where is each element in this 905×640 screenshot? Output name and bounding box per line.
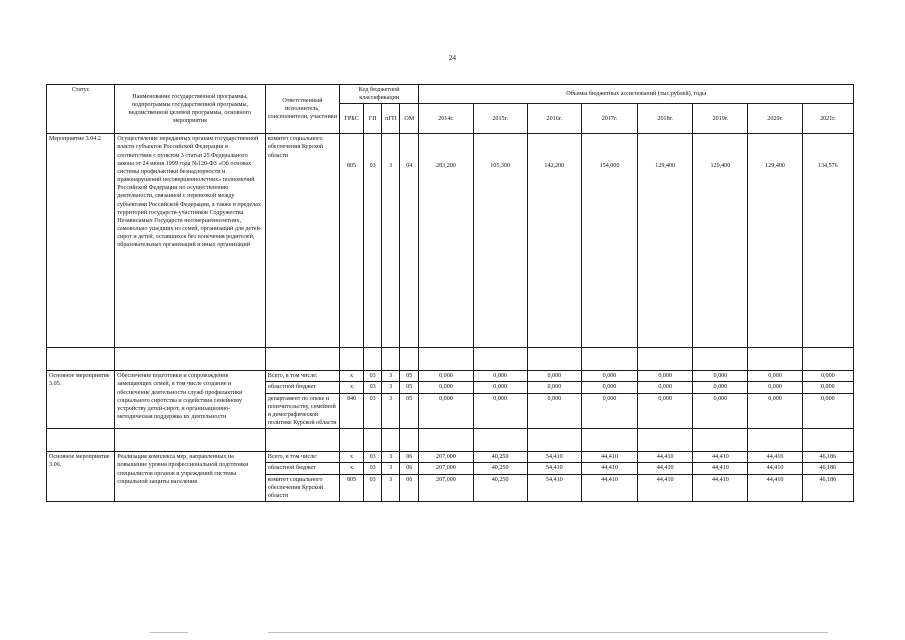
value-cell: 0,000 xyxy=(419,382,473,393)
value-cell: 0,000 xyxy=(581,393,637,429)
code-om: 04 xyxy=(400,134,419,348)
value-cell: 44,410 xyxy=(581,474,637,501)
value-cell: 0,000 xyxy=(527,371,581,382)
value-cell: 46,186 xyxy=(802,474,853,501)
value-cell: 0,000 xyxy=(802,371,853,382)
value-cell: 129,400 xyxy=(638,134,693,348)
value-cell: 46,186 xyxy=(802,452,853,463)
code-om: 06 xyxy=(400,463,419,474)
row-responsible: Всего, в том числе: xyxy=(265,371,339,382)
row-responsible: Всего, в том числе: xyxy=(265,452,339,463)
row-responsible: комитет социального обеспечения Курской области xyxy=(265,474,339,501)
code-gp: 03 xyxy=(364,393,382,429)
scan-artifact-line xyxy=(150,632,188,633)
header-row-1 xyxy=(47,85,854,104)
row-name: Реализация комплекса мер, направленных на повышение уровня профессиональной подготовки специалистов органов и учреждений системы социальной защиты населения xyxy=(115,452,266,502)
table-row xyxy=(47,371,854,382)
value-cell: 142,200 xyxy=(527,134,581,348)
spacer-row xyxy=(47,348,854,371)
code-om: 06 xyxy=(400,474,419,501)
value-cell: 44,410 xyxy=(638,463,693,474)
code-om: 05 xyxy=(400,371,419,382)
value-cell: 0,000 xyxy=(802,382,853,393)
scan-artifact-line xyxy=(268,632,828,633)
value-cell: 0,000 xyxy=(473,371,527,382)
value-cell: 44,410 xyxy=(748,463,802,474)
value-cell: 44,410 xyxy=(693,474,748,501)
value-cell: 0,000 xyxy=(473,393,527,429)
header-name: Наименование государственной программы, подпрограммы государственной программы, ведомственной целевой программы, основного мероприятия xyxy=(115,85,266,134)
value-cell: 44,410 xyxy=(638,474,693,501)
header-om: ОМ xyxy=(400,104,419,134)
header-year: 2021г. xyxy=(802,104,853,134)
header-status: Статус xyxy=(47,85,115,134)
value-cell: 0,000 xyxy=(693,393,748,429)
row-responsible: комитет социального обеспечения Курской области xyxy=(265,134,339,348)
value-cell: 40,250 xyxy=(473,452,527,463)
header-budget-code: Код бюджетной классификации xyxy=(340,85,419,104)
value-cell: 0,000 xyxy=(527,393,581,429)
code-gp: 03 xyxy=(364,382,382,393)
value-cell: 0,000 xyxy=(419,393,473,429)
value-cell: 44,410 xyxy=(748,474,802,501)
code-grbs: х xyxy=(340,371,364,382)
header-year: 2016г. xyxy=(527,104,581,134)
value-cell: 154,000 xyxy=(581,134,637,348)
code-gp: 03 xyxy=(364,134,382,348)
row-responsible: департамент по опеке и попечительству, семейной и демографической политике Курской области xyxy=(265,393,339,429)
header-year: 2015г. xyxy=(473,104,527,134)
value-cell: 0,000 xyxy=(748,393,802,429)
code-gp: 03 xyxy=(364,371,382,382)
value-cell: 129,400 xyxy=(693,134,748,348)
code-gp: 03 xyxy=(364,474,382,501)
header-year: 2017г. xyxy=(581,104,637,134)
value-cell: 129,400 xyxy=(748,134,802,348)
value-cell: 0,000 xyxy=(581,382,637,393)
value-cell: 0,000 xyxy=(693,371,748,382)
spacer-row xyxy=(47,429,854,452)
budget-table xyxy=(46,84,854,502)
value-cell: 40,250 xyxy=(473,463,527,474)
code-pgp: 3 xyxy=(382,371,400,382)
value-cell: 207,000 xyxy=(419,474,473,501)
value-cell: 207,000 xyxy=(419,452,473,463)
value-cell: 44,410 xyxy=(581,463,637,474)
row-status: Основное мероприятие 3.05. xyxy=(47,371,115,429)
row-status: Мероприятие 3.04.2 xyxy=(47,134,115,348)
header-year: 2014г. xyxy=(419,104,473,134)
code-grbs: х xyxy=(340,452,364,463)
value-cell: 54,410 xyxy=(527,463,581,474)
value-cell: 0,000 xyxy=(638,382,693,393)
code-pgp: 3 xyxy=(382,463,400,474)
page-number: 24 xyxy=(449,54,456,62)
value-cell: 207,000 xyxy=(419,463,473,474)
value-cell: 44,410 xyxy=(693,463,748,474)
value-cell: 0,000 xyxy=(693,382,748,393)
header-pgp: пГП xyxy=(382,104,400,134)
value-cell: 0,000 xyxy=(527,382,581,393)
code-om: 06 xyxy=(400,452,419,463)
value-cell: 0,000 xyxy=(638,371,693,382)
header-responsible: Ответственный исполнитель, соисполнители, участники xyxy=(265,85,339,134)
value-cell: 44,410 xyxy=(638,452,693,463)
value-cell: 0,000 xyxy=(473,382,527,393)
code-pgp: 3 xyxy=(382,134,400,348)
code-gp: 03 xyxy=(364,463,382,474)
code-pgp: 3 xyxy=(382,393,400,429)
code-grbs: х xyxy=(340,382,364,393)
value-cell: 134,576 xyxy=(802,134,853,348)
header-year: 2018г. xyxy=(638,104,693,134)
code-pgp: 3 xyxy=(382,382,400,393)
code-om: 05 xyxy=(400,393,419,429)
row-name: Обеспечение подготовки и сопровождения замещающих семей, в том числе создание и обеспечение деятельности служб профилактики социального сиротства и содействия семейному устройству детей-сирот, и организационно-методическая поддержка их деятельности xyxy=(115,371,266,429)
header-gp: ГП xyxy=(364,104,382,134)
code-pgp: 3 xyxy=(382,474,400,501)
row-status: Основное мероприятие 3.06. xyxy=(47,452,115,502)
value-cell: 283,200 xyxy=(419,134,473,348)
value-cell: 0,000 xyxy=(638,393,693,429)
value-cell: 46,186 xyxy=(802,463,853,474)
value-cell: 54,410 xyxy=(527,474,581,501)
code-grbs: 805 xyxy=(340,474,364,501)
table-row xyxy=(47,134,854,348)
header-year: 2019г. xyxy=(693,104,748,134)
code-pgp: 3 xyxy=(382,452,400,463)
header-grbs: ГРБС xyxy=(340,104,364,134)
value-cell: 0,000 xyxy=(581,371,637,382)
row-responsible: областной бюджет xyxy=(265,463,339,474)
value-cell: 0,000 xyxy=(802,393,853,429)
code-gp: 03 xyxy=(364,452,382,463)
value-cell: 0,000 xyxy=(748,382,802,393)
header-volumes: Объемы бюджетных ассигнований (тыс.рублей), годы xyxy=(419,85,854,104)
value-cell: 44,410 xyxy=(693,452,748,463)
code-grbs: 805 xyxy=(340,134,364,348)
value-cell: 54,410 xyxy=(527,452,581,463)
code-grbs: 840 xyxy=(340,393,364,429)
value-cell: 44,410 xyxy=(581,452,637,463)
value-cell: 0,000 xyxy=(419,371,473,382)
row-responsible: областной бюджет xyxy=(265,382,339,393)
row-name: Осуществление переданных органам государственной власти субъектов Российской Федерации в соответствии с пунктом 3 статьи 25 Федерального закона от 24 июня 1999 года №120-ФЗ «Об основах системы профилактики безнадзорности и правонарушений несовершеннолетних» полномочий Российской Федерации по осуществлению деятельности, связанной с перевозкой между субъектами Российской Федерации, а также в пределах территорий государств-участников Содружества Независимых Государств несовершеннолетних, самовольно ушедших из семей, организаций для детей-сирот и детей, оставшихся без попечения родителей, образовательных организаций и иных организаций xyxy=(115,134,266,348)
header-year: 2020г. xyxy=(748,104,802,134)
code-om: 05 xyxy=(400,382,419,393)
code-grbs: х xyxy=(340,463,364,474)
value-cell: 0,000 xyxy=(748,371,802,382)
value-cell: 40,250 xyxy=(473,474,527,501)
value-cell: 44,410 xyxy=(748,452,802,463)
value-cell: 105,300 xyxy=(473,134,527,348)
table-row xyxy=(47,452,854,463)
